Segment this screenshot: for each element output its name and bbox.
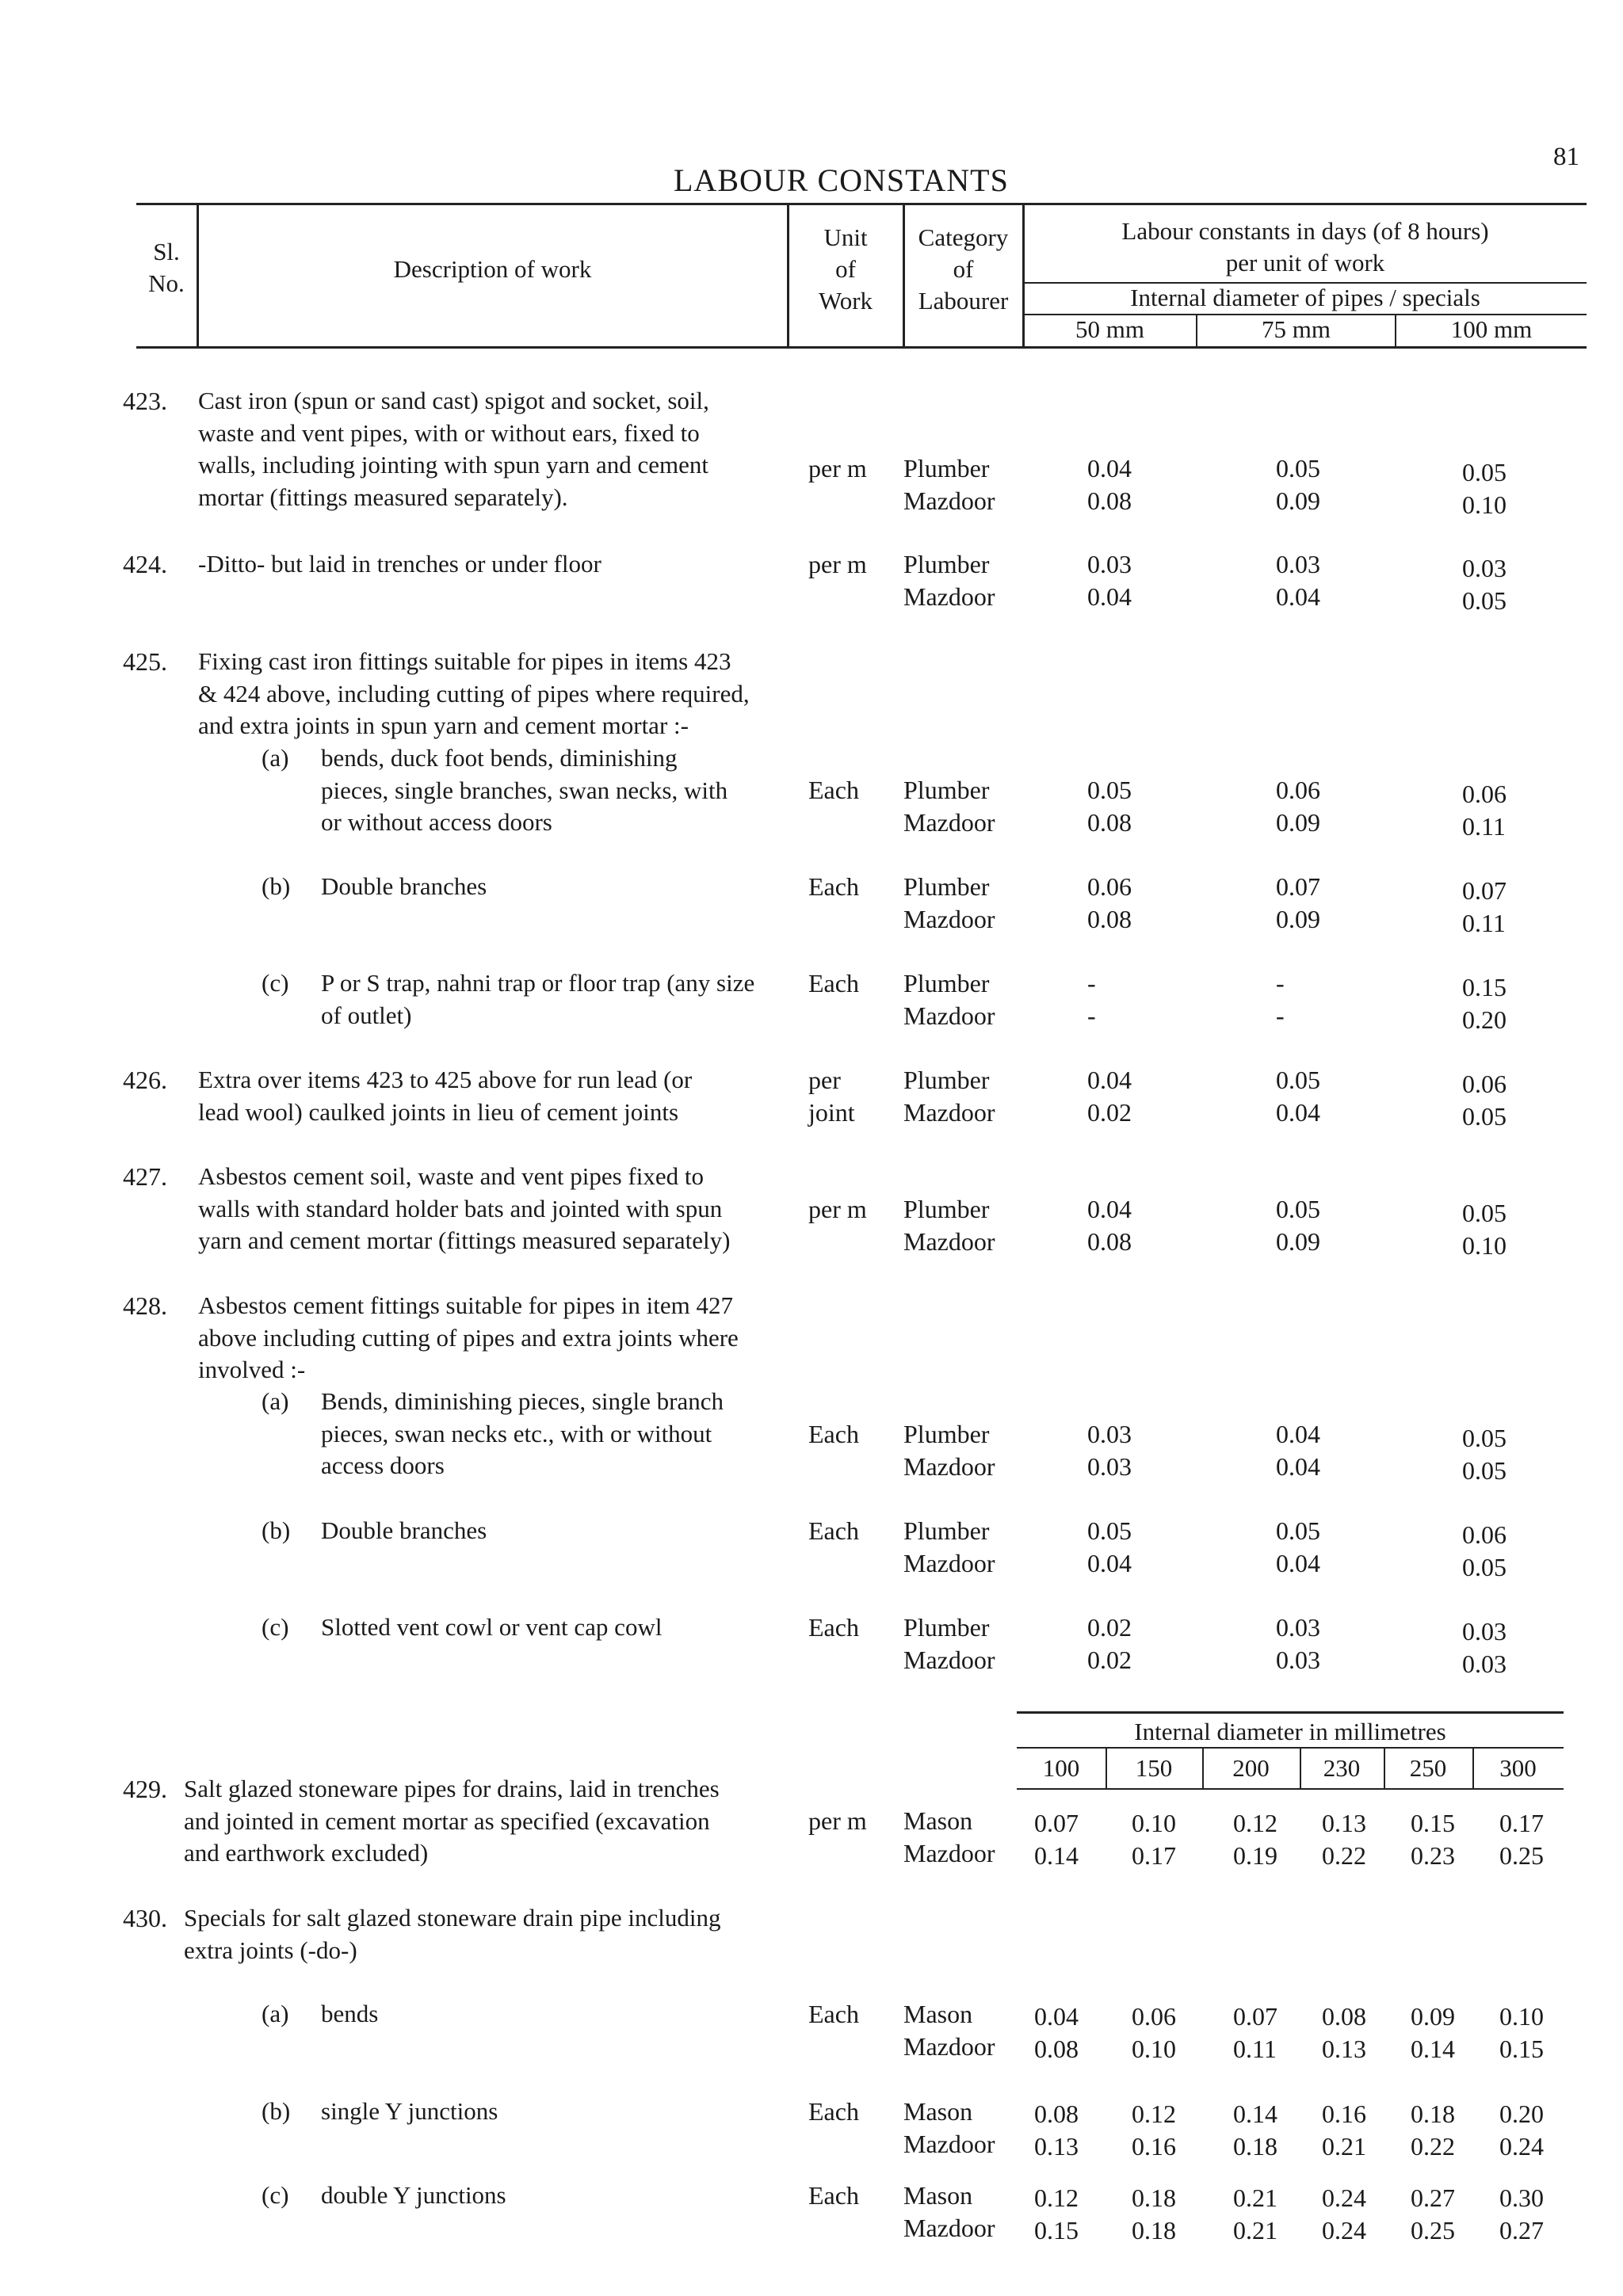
labour-constant-value: 0.05	[1276, 1066, 1320, 1094]
sub-item-description-line: single Y junctions	[321, 2097, 498, 2125]
sub-item-label: (c)	[262, 2181, 289, 2209]
item-description-line: Asbestos cement fittings suitable for pipes in item 427	[198, 1291, 734, 1319]
sub-item-description-line: bends, duck foot bends, diminishing	[321, 744, 678, 772]
item-number: 428.	[123, 1291, 167, 1320]
labourer-category: Mason	[903, 2097, 973, 2126]
unit-of-work: Each	[808, 776, 859, 804]
labour-constant-value: 0.04	[1087, 1066, 1132, 1094]
labour-constant-value: 0.03	[1087, 1452, 1132, 1481]
category-header: Category of Labourer	[918, 223, 1009, 315]
labour-constant-value: 0.03	[1087, 550, 1132, 578]
labour-constant-value: 0.05	[1087, 776, 1132, 804]
labourer-category: Mazdoor	[903, 905, 995, 933]
labour-constant-value: 0.08	[1322, 2002, 1366, 2031]
labour-constant-value: 0.05	[1462, 1199, 1507, 1227]
labour-constant-value: 0.12	[1034, 2183, 1079, 2212]
labourer-category: Plumber	[903, 1516, 990, 1545]
labour-constant-value: 0.04	[1087, 454, 1132, 482]
labour-constant-value: 0.25	[1411, 2216, 1455, 2245]
labour-constant-value: 0.03	[1276, 1613, 1320, 1642]
sub-item-description-line: Slotted vent cowl or vent cap cowl	[321, 1613, 663, 1641]
item-description-line: walls, including jointing with spun yarn and cement	[198, 451, 709, 479]
labour-constant-value: 0.19	[1233, 1841, 1277, 1870]
labour-constant-value: 0.05	[1462, 1456, 1507, 1485]
labour-constant-value: 0.27	[1499, 2216, 1544, 2245]
unit-of-work: Each	[808, 2181, 859, 2210]
labour-constant-value: 0.14	[1411, 2035, 1455, 2063]
sub-item-label: (a)	[262, 1387, 289, 1415]
internal-diameter-header: Internal diameter of pipes / specials	[1130, 284, 1480, 311]
labourer-category: Mason	[903, 1806, 973, 1835]
labour-constant-value: 0.24	[1499, 2132, 1544, 2161]
unit-of-work: per m	[808, 550, 867, 578]
labour-constant-value: 0.17	[1132, 1841, 1176, 1870]
labour-constant-value: 0.23	[1411, 1841, 1455, 1870]
labour-constant-value: 0.15	[1034, 2216, 1079, 2245]
labour-constant-value: 0.02	[1087, 1646, 1132, 1674]
labour-constant-value: 0.14	[1233, 2100, 1277, 2128]
labourer-category: Mazdoor	[903, 2130, 995, 2158]
labour-constant-value: 0.10	[1132, 2035, 1176, 2063]
labour-constant-value: 0.08	[1034, 2035, 1079, 2063]
item-description-line: lead wool) caulked joints in lieu of cement joints	[198, 1097, 679, 1126]
sub-item-description-line: P or S trap, nahni trap or floor trap (any size	[321, 969, 755, 997]
labourer-category: Mazdoor	[903, 1646, 995, 1674]
labourer-category: Mason	[903, 2000, 973, 2028]
unit-of-work: Each	[808, 1420, 859, 1448]
labour-constant-value: 0.12	[1233, 1809, 1277, 1837]
mm-size-header: 150	[1135, 1754, 1173, 1782]
labour-constant-value: 0.07	[1034, 1809, 1079, 1837]
labour-constant-value: 0.06	[1462, 780, 1507, 808]
labour-constant-value: 0.10	[1462, 490, 1507, 519]
unit-of-work: Each	[808, 2000, 859, 2028]
item-description-line: above including cutting of pipes and extra joints where	[198, 1323, 739, 1352]
item-description-line: and jointed in cement mortar as specified (excavation	[184, 1806, 710, 1835]
unit-of-work: Each	[808, 2097, 859, 2126]
mm-size-header: 230	[1323, 1754, 1361, 1782]
labour-constant-value: 0.18	[1233, 2132, 1277, 2161]
labour-constant-value: 0.21	[1322, 2132, 1366, 2161]
item-description-line: Extra over items 423 to 425 above for run lead (or	[198, 1066, 693, 1093]
item-description-line: involved :-	[198, 1356, 306, 1383]
mm-header-bottom-rule	[1017, 1788, 1564, 1790]
labour-constants-header: Labour constants in days (of 8 hours) per unit of work	[1121, 217, 1489, 277]
labour-constant-value: 0.09	[1276, 1227, 1320, 1256]
labourer-category: Mazdoor	[903, 1452, 995, 1481]
labour-constant-value: 0.04	[1276, 582, 1320, 611]
labour-constant-value: 0.05	[1276, 454, 1320, 482]
labour-constant-value: 0.13	[1322, 1809, 1366, 1837]
labour-constant-value: 0.11	[1462, 909, 1506, 937]
labour-constant-value: 0.05	[1276, 1516, 1320, 1545]
labour-constant-value: 0.13	[1034, 2132, 1079, 2161]
labour-constant-value: 0.30	[1499, 2183, 1544, 2212]
item-description-line: Fixing cast iron fittings suitable for pipes in items 423	[198, 647, 731, 675]
sub-item-label: (b)	[262, 1516, 291, 1544]
labour-constant-value: 0.16	[1132, 2132, 1176, 2161]
labour-constant-value: 0.21	[1233, 2183, 1277, 2212]
sub-item-description-line: Double branches	[321, 1516, 487, 1544]
item-description-line: Specials for salt glazed stoneware drain pipe including	[184, 1904, 721, 1932]
labourer-category: Mazdoor	[903, 2214, 995, 2242]
labour-constant-value: -	[1276, 1001, 1285, 1030]
labour-constant-value: 0.06	[1462, 1070, 1507, 1098]
labour-constant-value: 0.15	[1499, 2035, 1544, 2063]
labour-constant-value: -	[1087, 1001, 1096, 1030]
labourer-category: Mazdoor	[903, 2032, 995, 2061]
item-description-line: extra joints (-do-)	[184, 1936, 357, 1964]
labour-constant-value: 0.11	[1233, 2035, 1277, 2063]
labour-constant-value: 0.07	[1233, 2002, 1277, 2031]
item-description-line: and extra joints in spun yarn and cement mortar :-	[198, 711, 689, 739]
labour-constant-value: 0.11	[1462, 812, 1506, 841]
sub-item-label: (a)	[262, 744, 289, 772]
col-divider	[1384, 1749, 1385, 1788]
mm-header-title: Internal diameter in millimetres	[1134, 1718, 1446, 1745]
item-description-line: & 424 above, including cutting of pipes where required,	[198, 679, 750, 707]
sub-item-label: (b)	[262, 2097, 291, 2125]
labour-constant-value: 0.06	[1132, 2002, 1176, 2031]
labour-constant-value: 0.18	[1132, 2216, 1176, 2245]
sub-item-description-line: pieces, single branches, swan necks, with	[321, 776, 728, 804]
labour-constant-value: 0.08	[1087, 905, 1132, 933]
labour-constant-value: 0.04	[1087, 1549, 1132, 1577]
item-description-line: Asbestos cement soil, waste and vent pipes fixed to	[198, 1162, 704, 1190]
sub-item-description-line: pieces, swan necks etc., with or without	[321, 1419, 712, 1447]
labour-constant-value: 0.18	[1132, 2183, 1176, 2212]
item-description-line: yarn and cement mortar (fittings measured separately)	[198, 1226, 731, 1254]
labourer-category: Plumber	[903, 1195, 990, 1223]
labour-constant-value: 0.04	[1087, 582, 1132, 611]
labour-constant-value: 0.06	[1087, 872, 1132, 901]
item-description-line: Cast iron (spun or sand cast) spigot and socket, soil,	[198, 387, 709, 414]
unit-of-work: Each	[808, 872, 859, 901]
labour-constant-value: 0.09	[1276, 486, 1320, 515]
labour-constant-value: 0.18	[1411, 2100, 1455, 2128]
sub-item-description-line: Bends, diminishing pieces, single branch	[321, 1387, 724, 1415]
labour-constant-value: 0.03	[1087, 1420, 1132, 1448]
labour-constant-value: 0.09	[1411, 2002, 1455, 2031]
item-description-line: -Ditto- but laid in trenches or under floor	[198, 550, 601, 578]
labour-constant-value: 0.05	[1087, 1516, 1132, 1545]
col-divider	[1106, 1749, 1107, 1788]
labourer-category: Plumber	[903, 776, 990, 804]
unit-of-work: per m	[808, 454, 867, 482]
item-number: 429.	[123, 1775, 167, 1803]
labourer-category: Plumber	[903, 969, 990, 997]
labour-constant-value: 0.06	[1462, 1520, 1507, 1549]
labourer-category: Mazdoor	[903, 582, 995, 611]
labourer-category: Plumber	[903, 872, 990, 901]
unit-of-work: per	[808, 1066, 841, 1094]
item-number: 426.	[123, 1066, 167, 1094]
labour-constant-value: 0.03	[1462, 554, 1507, 582]
description-header: Description of work	[393, 255, 592, 283]
sl-no-header: Sl. No.	[148, 238, 185, 297]
unit-of-work: Each	[808, 1516, 859, 1545]
labour-constant-value: 0.10	[1499, 2002, 1544, 2031]
item-number: 425.	[123, 647, 167, 676]
labour-constant-value: 0.08	[1087, 486, 1132, 515]
labour-constant-value: 0.08	[1034, 2100, 1079, 2128]
size-100-header: 100 mm	[1450, 315, 1533, 343]
labour-constant-value: 0.14	[1034, 1841, 1079, 1870]
mm-size-header: 300	[1499, 1754, 1537, 1782]
item-description-line: waste and vent pipes, with or without ears, fixed to	[198, 418, 700, 447]
labour-constant-value: 0.08	[1087, 808, 1132, 837]
labourer-category: Mazdoor	[903, 1001, 995, 1030]
page-title: LABOUR CONSTANTS	[674, 162, 1009, 198]
labour-constant-value: 0.02	[1087, 1613, 1132, 1642]
mm-header-top-rule	[1017, 1711, 1564, 1714]
header-top-rule	[136, 203, 1587, 205]
labour-constant-value: 0.05	[1462, 586, 1507, 615]
page-number: 81	[1553, 143, 1579, 171]
labour-constant-value: 0.15	[1462, 973, 1507, 1001]
sub-item-description-line: or without access doors	[321, 808, 552, 836]
labourer-category: Mazdoor	[903, 1098, 995, 1127]
unit-of-work: Each	[808, 969, 859, 997]
labour-constant-value: 0.04	[1276, 1549, 1320, 1577]
unit-of-work: Each	[808, 1613, 859, 1642]
labour-constant-value: 0.03	[1462, 1650, 1507, 1678]
header-bottom-rule	[136, 346, 1587, 349]
labour-constant-value: 0.04	[1276, 1098, 1320, 1127]
labour-constant-value: 0.27	[1411, 2183, 1455, 2212]
mm-size-header: 250	[1409, 1754, 1447, 1782]
labour-constant-value: 0.05	[1462, 1553, 1507, 1581]
unit-header: Unit of Work	[818, 223, 873, 315]
labourer-category: Plumber	[903, 1613, 990, 1642]
col-divider	[1472, 1749, 1474, 1788]
labour-constant-value: 0.10	[1132, 1809, 1176, 1837]
labour-constant-value: 0.13	[1322, 2035, 1366, 2063]
size-75-header: 75 mm	[1262, 315, 1331, 343]
size-50-header: 50 mm	[1075, 315, 1144, 343]
labour-constant-value: 0.07	[1276, 872, 1320, 901]
mm-size-header: 200	[1232, 1754, 1270, 1782]
unit-of-work: joint	[808, 1098, 855, 1127]
labour-constant-value: 0.17	[1499, 1809, 1544, 1837]
labourer-category: Mazdoor	[903, 1227, 995, 1256]
labour-constant-value: 0.20	[1462, 1005, 1507, 1034]
labour-constant-value: 0.25	[1499, 1841, 1544, 1870]
labour-constant-value: 0.12	[1132, 2100, 1176, 2128]
unit-of-work: per m	[808, 1806, 867, 1835]
labour-constant-value: 0.09	[1276, 808, 1320, 837]
labour-constant-value: 0.04	[1034, 2002, 1079, 2031]
labour-constant-value: 0.05	[1462, 1102, 1507, 1131]
item-description-line: and earthwork excluded)	[184, 1839, 429, 1867]
labour-constant-value: 0.15	[1411, 1809, 1455, 1837]
labour-constant-value: 0.07	[1462, 876, 1507, 905]
labourer-category: Mazdoor	[903, 486, 995, 515]
labourer-category: Mazdoor	[903, 808, 995, 837]
labour-constant-value: 0.24	[1322, 2216, 1366, 2245]
item-description-line: mortar (fittings measured separately).	[198, 482, 568, 511]
sub-item-description-line: access doors	[321, 1451, 445, 1479]
item-number: 430.	[123, 1904, 167, 1932]
labour-constant-value: 0.03	[1276, 1646, 1320, 1674]
labour-constant-value: 0.08	[1087, 1227, 1132, 1256]
sub-item-label: (c)	[262, 969, 289, 997]
labour-constant-value: -	[1087, 969, 1096, 997]
labourer-category: Mazdoor	[903, 1839, 995, 1867]
labourer-category: Plumber	[903, 550, 990, 578]
labourer-category: Mason	[903, 2181, 973, 2210]
item-number: 424.	[123, 550, 167, 578]
mm-size-header: 100	[1042, 1754, 1080, 1782]
item-number: 427.	[123, 1162, 167, 1191]
labour-constant-value: 0.03	[1462, 1617, 1507, 1646]
labour-constant-value: 0.04	[1087, 1195, 1132, 1223]
labourer-category: Plumber	[903, 1066, 990, 1094]
sub-item-description-line: of outlet)	[321, 1001, 412, 1029]
sub-item-description-line: double Y junctions	[321, 2181, 506, 2209]
sub-item-description-line: bends	[321, 2000, 379, 2027]
labour-constant-value: 0.03	[1276, 550, 1320, 578]
labour-constant-value: 0.24	[1322, 2183, 1366, 2212]
labour-constant-value: 0.21	[1233, 2216, 1277, 2245]
labour-constant-value: 0.06	[1276, 776, 1320, 804]
labour-constant-value: 0.22	[1411, 2132, 1455, 2161]
item-description-line: walls with standard holder bats and jointed with spun	[198, 1194, 723, 1222]
sub-item-label: (b)	[262, 872, 291, 900]
col-divider	[1300, 1749, 1301, 1788]
labourer-category: Plumber	[903, 454, 990, 482]
sub-item-label: (a)	[262, 2000, 289, 2027]
col-divider	[1202, 1749, 1204, 1788]
item-description-line: Salt glazed stoneware pipes for drains, laid in trenches	[184, 1775, 720, 1802]
labourer-category: Plumber	[903, 1420, 990, 1448]
labour-constant-value: -	[1276, 969, 1285, 997]
labour-constant-value: 0.20	[1499, 2100, 1544, 2128]
labour-constant-value: 0.04	[1276, 1452, 1320, 1481]
labour-constant-value: 0.09	[1276, 905, 1320, 933]
labour-constant-value: 0.22	[1322, 1841, 1366, 1870]
item-number: 423.	[123, 387, 167, 415]
labour-constant-value: 0.04	[1276, 1420, 1320, 1448]
sub-item-label: (c)	[262, 1613, 289, 1641]
labour-constant-value: 0.16	[1322, 2100, 1366, 2128]
labour-constant-value: 0.10	[1462, 1231, 1507, 1260]
sub-item-description-line: Double branches	[321, 872, 487, 900]
labour-constant-value: 0.02	[1087, 1098, 1132, 1127]
unit-of-work: per m	[808, 1195, 867, 1223]
labour-constant-value: 0.05	[1276, 1195, 1320, 1223]
labourer-category: Mazdoor	[903, 1549, 995, 1577]
labour-constant-value: 0.05	[1462, 458, 1507, 486]
labour-constant-value: 0.05	[1462, 1424, 1507, 1452]
